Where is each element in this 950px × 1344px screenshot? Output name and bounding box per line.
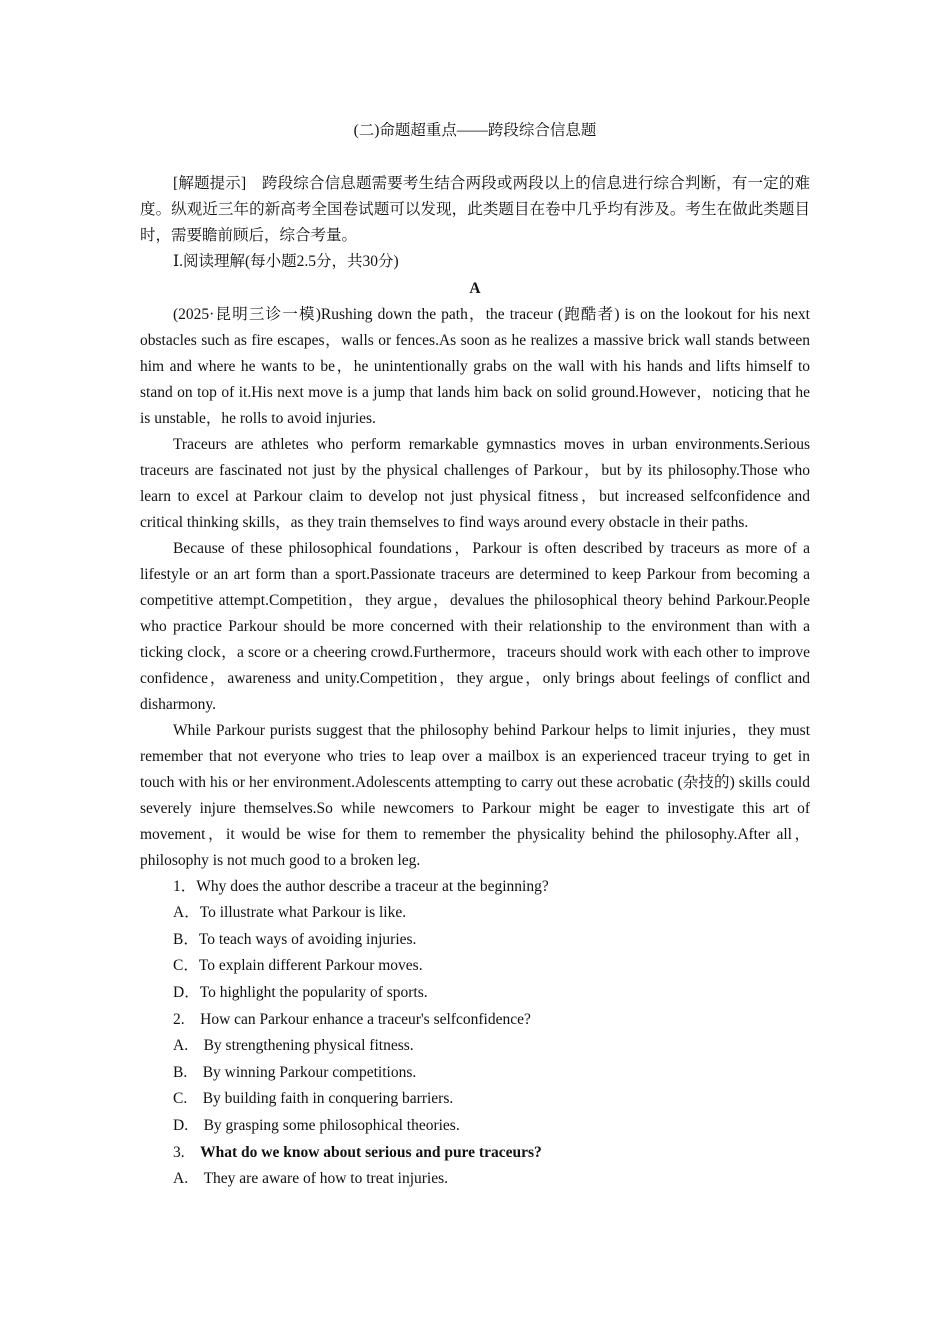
- question-stem: [140, 1140, 810, 1167]
- question-option: B．To teach ways of avoiding injuries.: [173, 930, 417, 948]
- passage-paragraph: Because of these philosophical foundations，Parkour is often described by traceurs as more of a lifestyle or an art form than a sport.Passionate traceurs are determined to keep Parkour from becoming a competitive attempt.Competition，they argue，devalues the philosophical theory behind Parkour.People who practice Parkour should be more concerned with their relationship to the environment than with a ticking clock，a score or a cheering crowd.Furthermore，traceurs should work with each other to improve confidence，awareness and unity.Competition，they argue，only brings about feelings of conflict and disharmony.: [140, 539, 810, 713]
- question-option: D．To highlight the popularity of sports.: [173, 983, 428, 1001]
- solving-tip: [140, 171, 810, 249]
- passage-paragraph: (2025·昆明三诊一模)Rushing down the path，the traceur (跑酷者) is on the lookout for his next obstacles such as fire escapes，walls or fences.As soon as he realizes a massive brick wall stands between him and where he wants to be，he unintentionally grabs on the wall with his hands and lifts himself to stand on top of it.His next move is a jump that lands him back on solid ground.However，noticing that he is unstable，he rolls to avoid injuries.: [140, 305, 810, 427]
- question-number: 3.: [173, 1143, 201, 1161]
- question-option: A．To illustrate what Parkour is like.: [173, 904, 407, 922]
- question-option: D. By grasping some philosophical theories.: [173, 1116, 460, 1134]
- document-page: [140, 118, 810, 1193]
- passage-paragraph: While Parkour purists suggest that the philosophy behind Parkour helps to limit injuries，they must remember that not everyone who tries to leap over a mailbox is an experienced traceur trying to get in touch with his or her environment.Adolescents attempting to carry out these acrobatic (杂技的) skills could severely injure themselves.So while newcomers to Parkour might be eager to investigate this art of movement，it would be wise for them to remember the physicality behind the philosophy.After all，philosophy is not much good to a broken leg.: [140, 721, 810, 869]
- question-stem: 2. How can Parkour enhance a traceur's selfconfidence?: [173, 1010, 531, 1028]
- passage-label: A: [469, 279, 481, 297]
- section-title: (二)命题超重点——跨段综合信息题: [353, 122, 597, 139]
- question-option: A. By strengthening physical fitness.: [173, 1037, 414, 1055]
- question-stem: 1．Why does the author describe a traceur at the beginning?: [173, 877, 549, 895]
- question-option: A. They are aware of how to treat injuries.: [173, 1170, 449, 1188]
- question-option: B. By winning Parkour competitions.: [173, 1063, 417, 1081]
- question-option: C. By building faith in conquering barriers.: [173, 1090, 454, 1108]
- part-heading: Ⅰ.阅读理解(每小题2.5分，共30分): [173, 253, 399, 270]
- question-text: What do we know about serious and pure traceurs?: [200, 1143, 542, 1161]
- tip-label: [解题提示]: [173, 175, 247, 192]
- tip-text: 跨段综合信息题需要考生结合两段或两段以上的信息进行综合判断，有一定的难度。纵观近三年的新高考全国卷试题可以发现，此类题目在卷中几乎均有涉及。考生在做此类题目时，需要瞻前顾后，综合考量。: [140, 175, 810, 244]
- passage-paragraph: Traceurs are athletes who perform remarkable gymnastics moves in urban environments.Serious traceurs are fascinated not just by the physical challenges of Parkour，but by its philosophy.Those who learn to excel at Parkour claim to develop not just physical fitness，but increased selfconfidence and critical thinking skills，as they train themselves to find ways around every obstacle in their paths.: [140, 435, 810, 531]
- question-option: C．To explain different Parkour moves.: [173, 957, 423, 975]
